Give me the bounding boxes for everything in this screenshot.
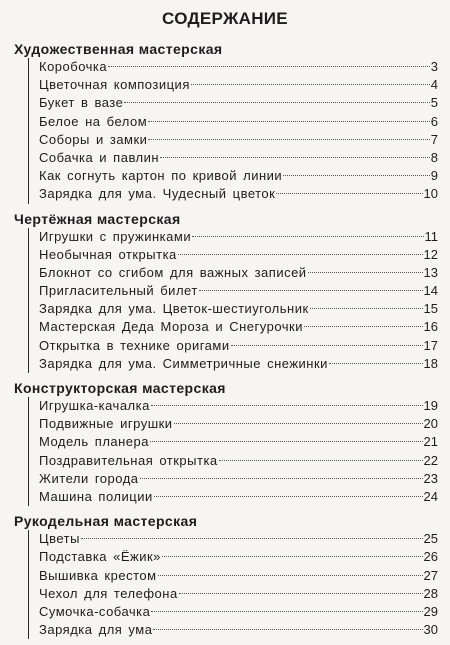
toc-entry[interactable] <box>39 167 438 185</box>
entry-label: Пригласительный билет <box>39 283 198 299</box>
dot-leader <box>199 290 423 291</box>
page-number: 30 <box>423 622 438 638</box>
entry-label: Подставка «Ёжик» <box>39 549 161 565</box>
page-number: 23 <box>423 470 438 486</box>
toc-entry[interactable] <box>39 470 438 488</box>
page-number: 25 <box>423 531 438 547</box>
entry-label: Букет в вазе <box>39 95 124 111</box>
toc-entry[interactable] <box>39 585 438 603</box>
dot-leader <box>108 66 430 67</box>
entry-label: Жители города <box>39 470 139 486</box>
entry-label: Цветы <box>39 531 80 547</box>
entry-label: Игрушки с пружинками <box>39 228 192 244</box>
entry-label: Вышивка крестом <box>39 567 157 583</box>
toc-entry[interactable] <box>39 282 438 300</box>
toc-entry[interactable] <box>39 415 438 433</box>
section-title: Рукодельная мастерская <box>14 513 198 530</box>
toc-entry[interactable] <box>39 149 438 167</box>
toc-entry[interactable] <box>39 603 438 621</box>
entry-label: Коробочка <box>39 59 108 74</box>
page-number: 17 <box>423 337 438 353</box>
dot-leader <box>304 326 423 327</box>
toc-entry[interactable] <box>39 228 438 246</box>
entry-label: Игрушка-качалка <box>39 398 150 413</box>
page-number: 6 <box>430 113 438 129</box>
toc-entry[interactable] <box>39 452 438 470</box>
dot-leader <box>154 496 423 497</box>
entry-label: Модель планера <box>39 434 149 450</box>
page-title: СОДЕРЖАНИЕ <box>162 9 288 28</box>
toc-section <box>14 512 438 639</box>
toc-section <box>14 40 438 204</box>
entry-label: Необычная открытка <box>39 246 177 262</box>
page-number: 5 <box>430 95 438 111</box>
page-number: 29 <box>423 603 438 619</box>
entry-list <box>28 530 438 639</box>
toc-entry[interactable] <box>39 567 438 585</box>
page-number: 18 <box>423 355 438 371</box>
section-title: Художественная мастерская <box>14 41 223 57</box>
entry-label: Машина полиции <box>39 488 153 504</box>
toc-entry[interactable] <box>39 355 438 373</box>
toc-section <box>14 210 438 374</box>
entry-label: Чехол для телефона <box>39 585 178 601</box>
dot-leader <box>174 423 423 424</box>
page-number: 19 <box>423 398 438 413</box>
page-number: 27 <box>423 567 438 583</box>
toc-entry[interactable] <box>39 58 438 76</box>
entry-label: Зарядка для ума <box>39 622 153 638</box>
toc-entry[interactable] <box>39 264 438 282</box>
dot-leader <box>124 102 429 103</box>
page-number: 11 <box>424 228 438 244</box>
page-number: 4 <box>430 77 438 93</box>
dot-leader <box>310 308 423 309</box>
toc-entry[interactable] <box>39 246 438 264</box>
toc-entry[interactable] <box>39 488 438 506</box>
table-of-contents <box>14 40 438 645</box>
page-number: 12 <box>423 246 438 262</box>
toc-entry[interactable] <box>39 318 438 336</box>
dot-leader <box>81 538 423 539</box>
dot-leader <box>148 139 429 140</box>
toc-entry[interactable] <box>39 300 438 318</box>
page-number: 26 <box>423 549 438 565</box>
page-number: 3 <box>430 59 438 74</box>
toc-entry[interactable] <box>39 337 438 355</box>
entry-list <box>28 228 438 374</box>
dot-leader <box>160 157 430 158</box>
entry-label: Зарядка для ума. Цветок-шестиугольник <box>39 301 309 317</box>
dot-leader <box>191 84 430 85</box>
toc-entry[interactable] <box>39 621 438 639</box>
dot-leader <box>276 193 422 194</box>
page-number: 13 <box>423 264 438 280</box>
dot-leader <box>148 121 430 122</box>
page-number: 21 <box>423 434 438 450</box>
toc-entry[interactable] <box>39 548 438 566</box>
entry-label: Мастерская Деда Мороза и Снегурочки <box>39 319 303 335</box>
dot-leader <box>162 556 423 557</box>
entry-list <box>28 58 438 204</box>
dot-leader <box>158 575 423 576</box>
dot-leader <box>140 478 423 479</box>
toc-entry[interactable] <box>39 113 438 131</box>
entry-label: Подвижные игрушки <box>39 416 173 432</box>
entry-label: Зарядка для ума. Симметричные снежинки <box>39 355 328 371</box>
entry-label: Сумочка-собачка <box>39 603 151 619</box>
dot-leader <box>283 175 430 176</box>
section-title: Конструкторская мастерская <box>14 380 226 396</box>
toc-entry[interactable] <box>39 185 438 203</box>
dot-leader <box>192 236 423 237</box>
entry-label: Открытка в технике оригами <box>39 337 230 353</box>
dot-leader <box>329 363 423 364</box>
toc-section <box>14 379 438 506</box>
dot-leader <box>151 405 423 406</box>
dot-leader <box>308 272 423 273</box>
toc-entry[interactable] <box>39 397 438 415</box>
entry-label: Собачка и павлин <box>39 149 160 165</box>
entry-label: Зарядка для ума. Чудесный цветок <box>39 186 276 202</box>
dot-leader <box>179 593 423 594</box>
dot-leader <box>151 611 422 612</box>
page-number: 9 <box>430 168 438 184</box>
page-number: 28 <box>423 585 438 601</box>
toc-entry[interactable] <box>39 433 438 451</box>
toc-entry[interactable] <box>39 530 438 548</box>
page-number: 16 <box>423 319 438 335</box>
dot-leader <box>219 460 423 461</box>
page-number: 22 <box>423 452 438 468</box>
entry-label: Соборы и замки <box>39 131 148 147</box>
page-number: 10 <box>423 186 438 202</box>
entry-label: Цветочная композиция <box>39 77 190 93</box>
entry-label: Блокнот со сгибом для важных записей <box>39 264 307 280</box>
dot-leader <box>231 345 423 346</box>
entry-label: Как согнуть картон по кривой линии <box>39 168 283 184</box>
page-number: 7 <box>430 131 438 147</box>
entry-list <box>28 397 438 506</box>
page-number: 8 <box>430 149 438 165</box>
toc-entry[interactable] <box>39 94 438 112</box>
entry-label: Белое на белом <box>39 113 148 129</box>
section-title: Чертёжная мастерская <box>14 210 181 227</box>
dot-leader <box>150 441 423 442</box>
page-number: 15 <box>423 301 438 317</box>
page-number: 20 <box>423 416 438 432</box>
toc-entry[interactable] <box>39 76 438 94</box>
dot-leader <box>178 254 423 255</box>
entry-label: Поздравительная открытка <box>39 452 218 468</box>
page-number: 14 <box>423 283 438 299</box>
toc-entry[interactable] <box>39 131 438 149</box>
dot-leader <box>153 629 422 630</box>
page-number: 24 <box>423 488 438 504</box>
